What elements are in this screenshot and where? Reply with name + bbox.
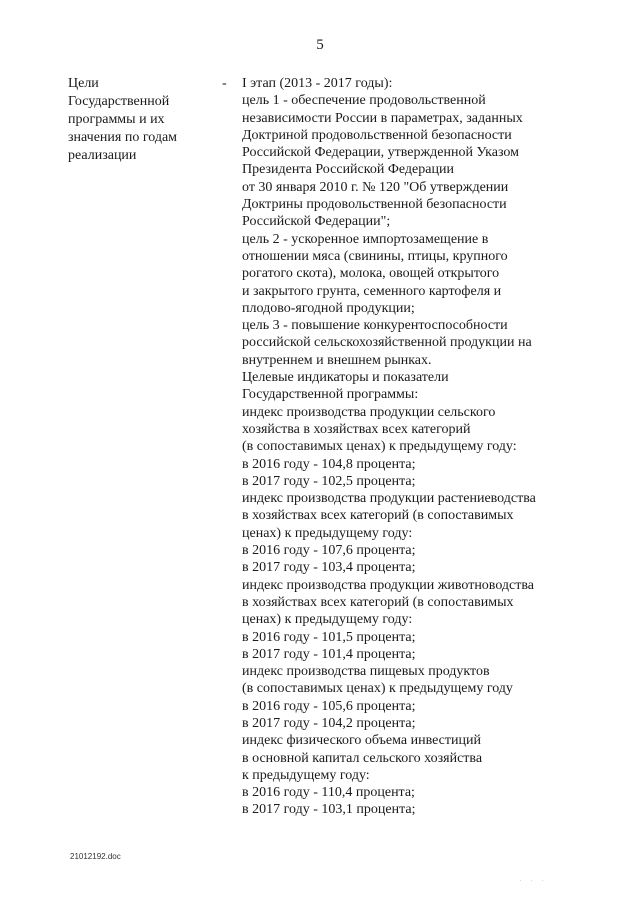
- content-line: в 2017 году - 102,5 процента;: [242, 473, 416, 489]
- content-line: в 2017 году - 101,4 процента;: [242, 646, 416, 662]
- content-line: в 2017 году - 103,4 процента;: [242, 560, 416, 576]
- content-line: цель 1 - обеспечение продовольственной: [242, 93, 486, 109]
- content-line: плодово-ягодной продукции;: [242, 300, 415, 316]
- content-line: российской сельскохозяйственной продукции на: [242, 335, 532, 351]
- content-line: Российской Федерации";: [242, 214, 391, 230]
- content-line: (в сопоставимых ценах) к предыдущему году:: [242, 439, 517, 455]
- content-line: в 2017 году - 104,2 процента;: [242, 715, 416, 731]
- content-line: в 2016 году - 107,6 процента;: [242, 543, 416, 559]
- section-label-line: значения по годам: [68, 130, 178, 145]
- content-line: индекс производства продукции сельского: [242, 404, 496, 420]
- content-line: Президента Российской Федерации: [242, 162, 454, 178]
- content-line: Государственной программы:: [242, 387, 419, 403]
- content-line: внутреннем и внешнем рынках.: [242, 352, 432, 368]
- section-content: [242, 75, 622, 819]
- content-line: Российской Федерации, утвержденной Указом: [242, 145, 519, 161]
- content-line: и закрытого грунта, семенного картофеля и: [242, 283, 502, 299]
- content-line: отношении мяса (свинины, птицы, крупного: [242, 248, 508, 264]
- content-line: в хозяйствах всех категорий (в сопоставимых: [242, 594, 514, 610]
- content-line: индекс производства продукции растениеводства: [242, 491, 536, 507]
- content-line: ценах) к предыдущему году:: [242, 612, 413, 628]
- content-line: индекс физического объема инвестиций: [242, 733, 481, 749]
- content-line: в 2016 году - 101,5 процента;: [242, 629, 416, 645]
- section-label: [68, 75, 218, 165]
- section-label-line: реализации: [68, 148, 137, 163]
- content-line: в 2017 году - 103,1 процента;: [242, 802, 416, 818]
- content-line: от 30 января 2010 г. № 120 "Об утверждении: [242, 179, 509, 195]
- content-line: в основной капитал сельского хозяйства: [242, 750, 483, 766]
- page-number: 5: [316, 37, 324, 53]
- section-label-line: Цели: [68, 76, 99, 91]
- content-line: к предыдущему году:: [242, 767, 370, 783]
- content-line: индекс производства продукции животноводства: [242, 577, 535, 593]
- content-line: хозяйства в хозяйствах всех категорий: [242, 421, 471, 437]
- content-line: Доктриной продовольственной безопасности: [242, 127, 512, 143]
- content-line: индекс производства пищевых продуктов: [242, 664, 490, 680]
- content-line: Доктрины продовольственной безопасности: [242, 197, 507, 213]
- document-filename: 21012192.doc: [70, 852, 121, 861]
- dash-separator: -: [222, 76, 227, 91]
- section-label-line: Государственной: [68, 94, 170, 109]
- content-line: цель 3 - повышение конкурентоспособности: [242, 318, 508, 334]
- content-line: в 2016 году - 110,4 процента;: [242, 785, 415, 801]
- content-line: I этап (2013 - 2017 годы):: [242, 76, 393, 91]
- section-label-line: программы и их: [68, 112, 165, 127]
- content-line: в хозяйствах всех категорий (в сопоставимых: [242, 508, 514, 524]
- content-line: в 2016 году - 104,8 процента;: [242, 456, 416, 472]
- content-line: Целевые индикаторы и показатели: [242, 370, 449, 386]
- content-line: ценах) к предыдущему году:: [242, 525, 413, 541]
- content-line: в 2016 году - 105,6 процента;: [242, 698, 416, 714]
- content-line: (в сопоставимых ценах) к предыдущему году: [242, 681, 513, 697]
- scan-artifact: . . .: [520, 877, 548, 883]
- content-line: цель 2 - ускоренное импортозамещение в: [242, 231, 489, 247]
- content-line: независимости России в параметрах, заданных: [242, 110, 523, 126]
- content-line: рогатого скота), молока, овощей открытого: [242, 266, 500, 282]
